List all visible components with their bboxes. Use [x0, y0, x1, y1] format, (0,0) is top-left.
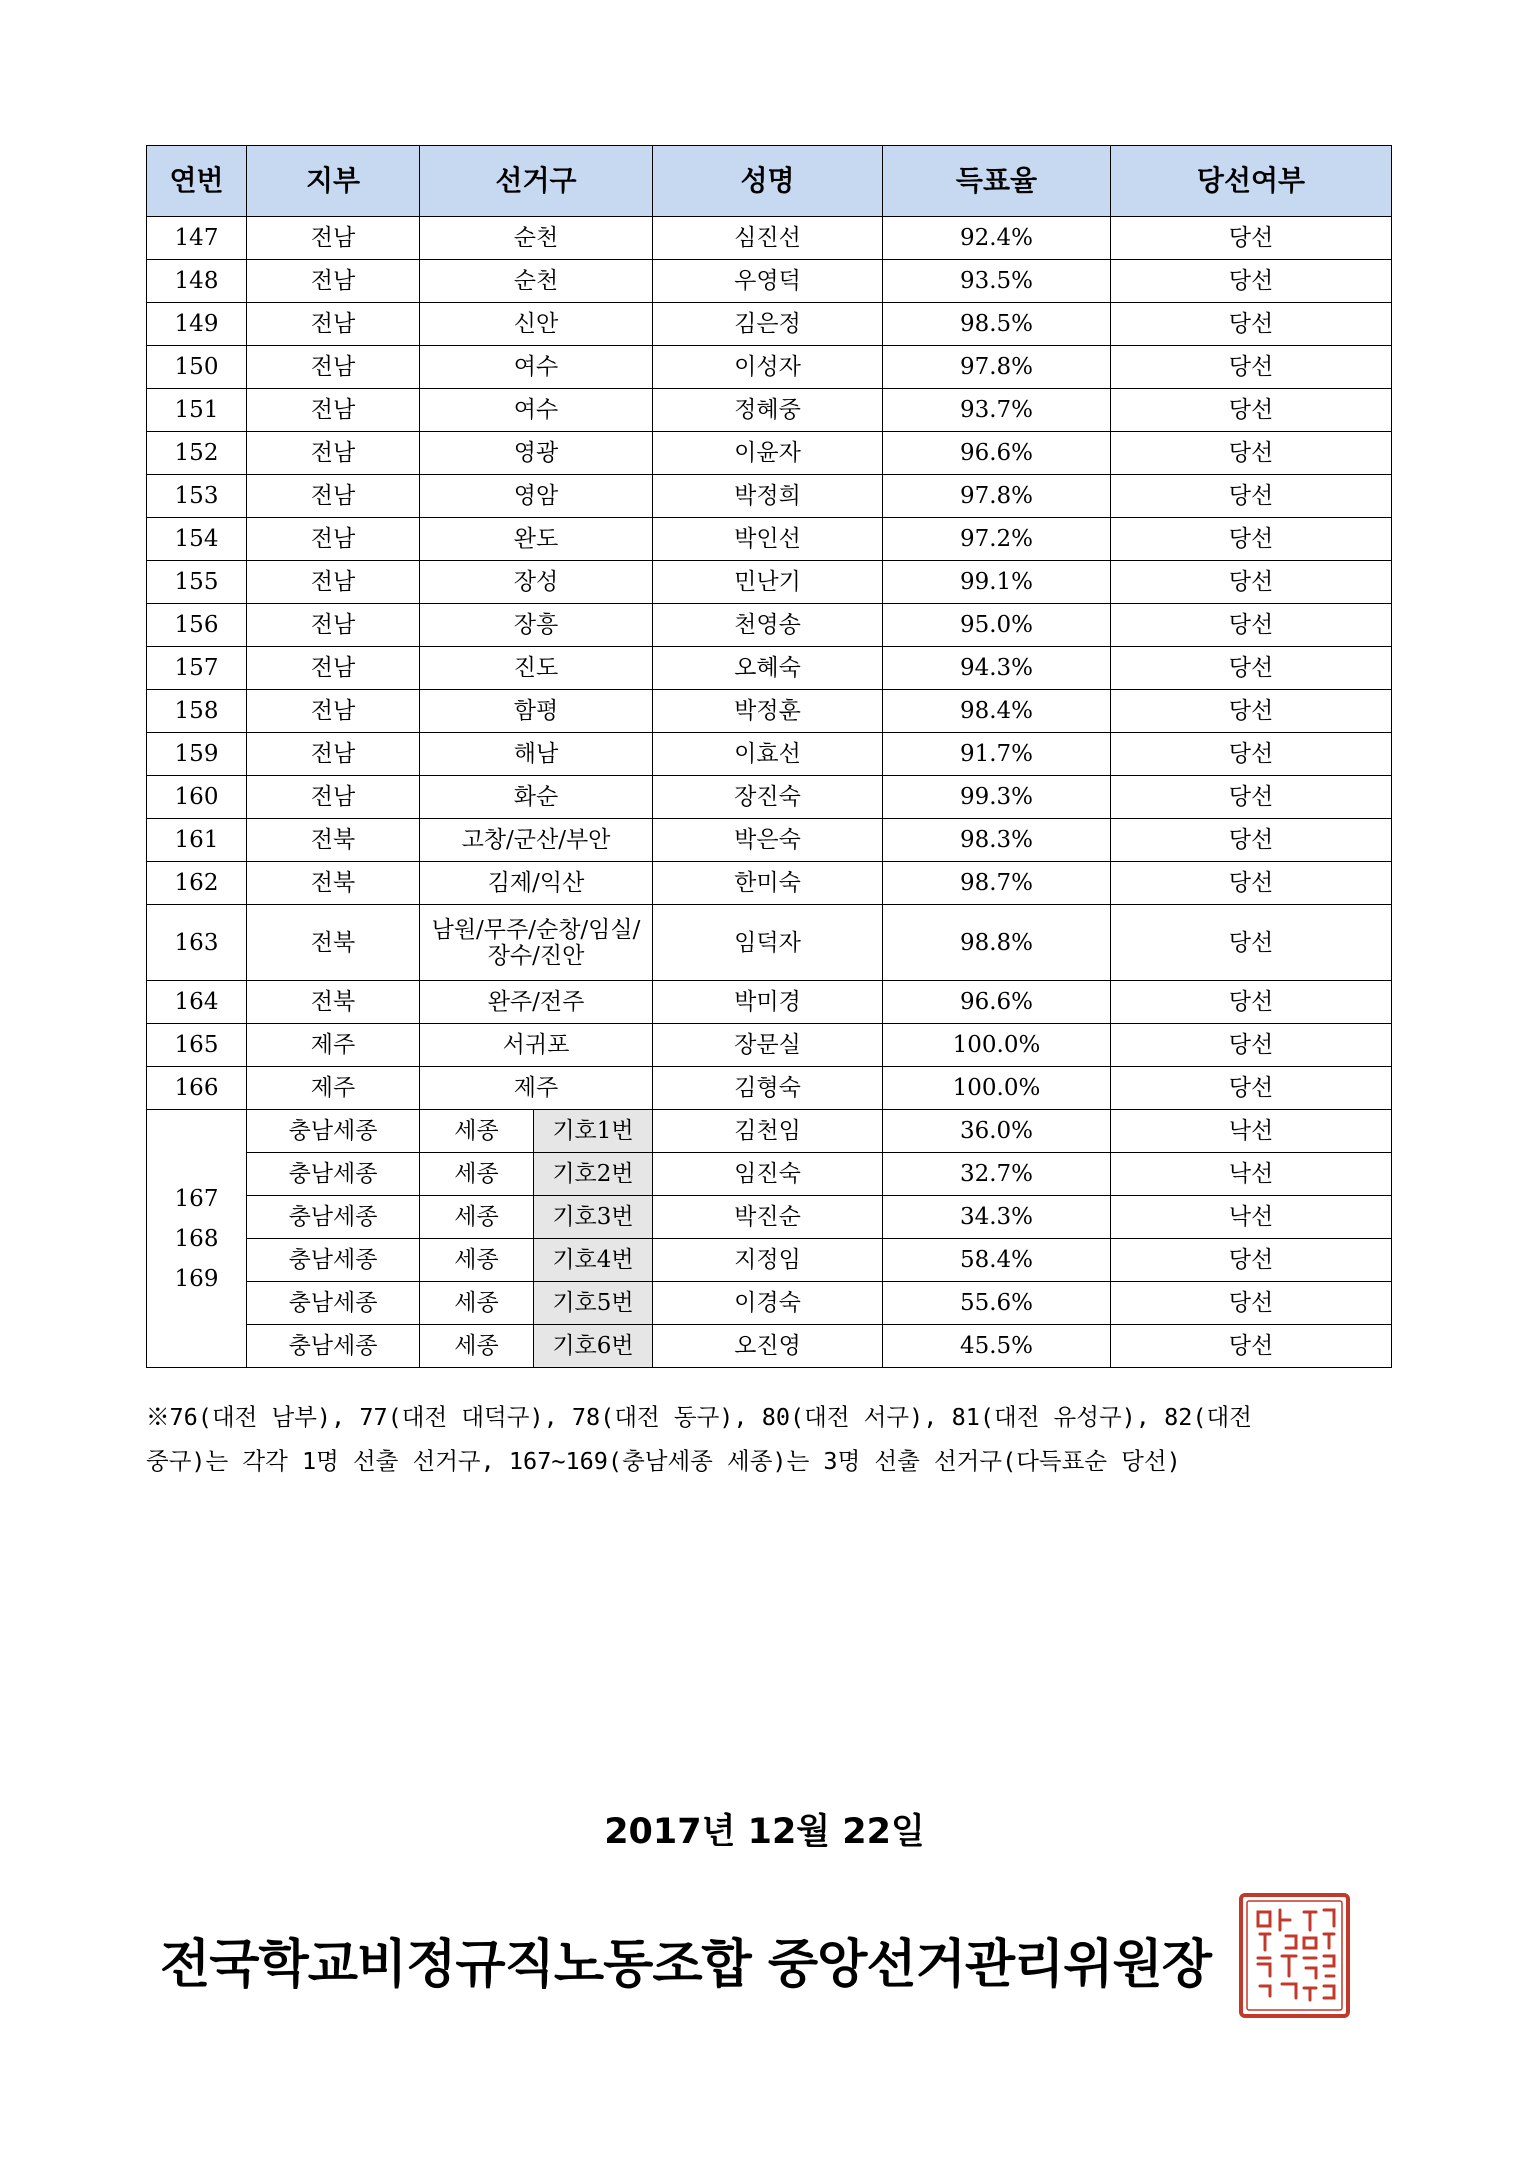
cell-result: 당선	[1111, 862, 1392, 905]
cell-name: 박진순	[653, 1196, 883, 1239]
cell-district: 장흥	[420, 604, 653, 647]
cell-rate: 95.0%	[883, 604, 1111, 647]
cell-district: 해남	[420, 733, 653, 776]
cell-no: 148	[147, 260, 247, 303]
group-number: 168	[174, 1225, 219, 1252]
cell-branch: 충남세종	[247, 1196, 420, 1239]
footnote-line-2: 중구)는 각각 1명 선출 선거구, 167~169(충남세종 세종)는 3명 선출 선거구(다득표순 당선)	[146, 1447, 1181, 1475]
cell-symbol: 기호4번	[534, 1239, 653, 1282]
cell-name: 천영송	[653, 604, 883, 647]
cell-branch: 제주	[247, 1067, 420, 1110]
table-row	[147, 1325, 1392, 1368]
cell-no: 155	[147, 561, 247, 604]
cell-name: 정혜중	[653, 389, 883, 432]
cell-no: 151	[147, 389, 247, 432]
cell-result: 당선	[1111, 1282, 1392, 1325]
table-row	[147, 475, 1392, 518]
cell-no: 154	[147, 518, 247, 561]
cell-branch: 전남	[247, 303, 420, 346]
cell-branch: 전남	[247, 389, 420, 432]
cell-rate: 93.5%	[883, 260, 1111, 303]
cell-rate: 97.8%	[883, 475, 1111, 518]
cell-no: 152	[147, 432, 247, 475]
cell-branch: 충남세종	[247, 1239, 420, 1282]
cell-branch: 충남세종	[247, 1153, 420, 1196]
cell-district: 세종	[420, 1196, 534, 1239]
cell-name: 민난기	[653, 561, 883, 604]
cell-name: 한미숙	[653, 862, 883, 905]
cell-rate: 98.5%	[883, 303, 1111, 346]
cell-rate: 96.6%	[883, 981, 1111, 1024]
cell-branch: 전남	[247, 260, 420, 303]
cell-result: 낙선	[1111, 1153, 1392, 1196]
cell-name: 김천임	[653, 1110, 883, 1153]
cell-result: 당선	[1111, 432, 1392, 475]
cell-district: 완주/전주	[420, 981, 653, 1024]
cell-district: 고창/군산/부안	[420, 819, 653, 862]
cell-result: 당선	[1111, 475, 1392, 518]
cell-district: 신안	[420, 303, 653, 346]
header-district: 선거구	[420, 146, 653, 217]
district-line-2: 장수/진안	[487, 942, 585, 969]
cell-branch: 전남	[247, 604, 420, 647]
cell-name: 이효선	[653, 733, 883, 776]
signature-title: 전국학교비정규직노동조합 중앙선거관리위원장	[160, 1935, 1211, 1995]
table-row	[147, 1239, 1392, 1282]
cell-symbol: 기호6번	[534, 1325, 653, 1368]
cell-group-numbers	[147, 1110, 247, 1368]
cell-rate: 45.5%	[883, 1325, 1111, 1368]
cell-name: 우영덕	[653, 260, 883, 303]
table-row	[147, 389, 1392, 432]
cell-branch: 전북	[247, 981, 420, 1024]
table-row	[147, 1153, 1392, 1196]
cell-rate: 99.3%	[883, 776, 1111, 819]
cell-name: 장문실	[653, 1024, 883, 1067]
cell-rate: 98.3%	[883, 819, 1111, 862]
cell-district: 영암	[420, 475, 653, 518]
cell-result: 당선	[1111, 303, 1392, 346]
cell-branch: 충남세종	[247, 1325, 420, 1368]
cell-branch: 전북	[247, 905, 420, 981]
table-row	[147, 981, 1392, 1024]
table-row	[147, 303, 1392, 346]
table-row	[147, 1110, 1392, 1153]
cell-branch: 전남	[247, 776, 420, 819]
cell-no: 157	[147, 647, 247, 690]
cell-branch: 전남	[247, 475, 420, 518]
cell-district: 함평	[420, 690, 653, 733]
cell-result: 당선	[1111, 217, 1392, 260]
cell-district	[420, 905, 653, 981]
cell-name: 이윤자	[653, 432, 883, 475]
table-row	[147, 1067, 1392, 1110]
cell-no: 158	[147, 690, 247, 733]
cell-symbol: 기호3번	[534, 1196, 653, 1239]
cell-name: 심진선	[653, 217, 883, 260]
table-row	[147, 346, 1392, 389]
results-table	[146, 145, 1392, 1368]
cell-result: 당선	[1111, 690, 1392, 733]
cell-district: 영광	[420, 432, 653, 475]
cell-rate: 99.1%	[883, 561, 1111, 604]
cell-name: 임진숙	[653, 1153, 883, 1196]
cell-district: 세종	[420, 1110, 534, 1153]
district-line-1: 남원/무주/순창/임실/	[431, 916, 641, 943]
cell-result: 당선	[1111, 389, 1392, 432]
cell-branch: 전남	[247, 346, 420, 389]
cell-result: 당선	[1111, 981, 1392, 1024]
cell-result: 당선	[1111, 604, 1392, 647]
cell-district: 서귀포	[420, 1024, 653, 1067]
official-seal-icon	[1238, 1892, 1351, 2019]
cell-name: 장진숙	[653, 776, 883, 819]
cell-rate: 92.4%	[883, 217, 1111, 260]
cell-name: 이성자	[653, 346, 883, 389]
cell-rate: 32.7%	[883, 1153, 1111, 1196]
cell-district: 완도	[420, 518, 653, 561]
cell-district: 장성	[420, 561, 653, 604]
cell-result: 낙선	[1111, 1196, 1392, 1239]
cell-no: 153	[147, 475, 247, 518]
cell-no: 164	[147, 981, 247, 1024]
cell-name: 지정임	[653, 1239, 883, 1282]
cell-branch: 전남	[247, 690, 420, 733]
header-rate: 득표율	[883, 146, 1111, 217]
cell-name: 오진영	[653, 1325, 883, 1368]
cell-district: 세종	[420, 1153, 534, 1196]
cell-branch: 충남세종	[247, 1110, 420, 1153]
cell-no: 160	[147, 776, 247, 819]
table-row	[147, 776, 1392, 819]
cell-name: 박은숙	[653, 819, 883, 862]
cell-branch: 제주	[247, 1024, 420, 1067]
footnote	[146, 1395, 1396, 1483]
cell-name: 김형숙	[653, 1067, 883, 1110]
cell-name: 박정희	[653, 475, 883, 518]
cell-district: 세종	[420, 1282, 534, 1325]
cell-result: 당선	[1111, 1239, 1392, 1282]
cell-result: 당선	[1111, 518, 1392, 561]
header-no: 연번	[147, 146, 247, 217]
cell-name: 박정훈	[653, 690, 883, 733]
cell-district: 순천	[420, 217, 653, 260]
table-row	[147, 432, 1392, 475]
cell-symbol: 기호5번	[534, 1282, 653, 1325]
cell-result: 당선	[1111, 260, 1392, 303]
cell-name: 김은정	[653, 303, 883, 346]
cell-no: 149	[147, 303, 247, 346]
cell-rate: 93.7%	[883, 389, 1111, 432]
cell-district: 여수	[420, 389, 653, 432]
table-row	[147, 647, 1392, 690]
cell-district: 제주	[420, 1067, 653, 1110]
cell-branch: 전남	[247, 217, 420, 260]
cell-result: 당선	[1111, 776, 1392, 819]
cell-result: 당선	[1111, 1325, 1392, 1368]
cell-result: 당선	[1111, 819, 1392, 862]
cell-result: 당선	[1111, 733, 1392, 776]
cell-no: 162	[147, 862, 247, 905]
cell-branch: 전남	[247, 432, 420, 475]
cell-branch: 전남	[247, 647, 420, 690]
cell-no: 150	[147, 346, 247, 389]
table-row	[147, 604, 1392, 647]
table-row	[147, 1196, 1392, 1239]
cell-rate: 97.2%	[883, 518, 1111, 561]
cell-rate: 98.4%	[883, 690, 1111, 733]
table-row	[147, 819, 1392, 862]
document-date: 2017년 12월 22일	[604, 1812, 925, 1852]
cell-rate: 98.7%	[883, 862, 1111, 905]
table-row	[147, 733, 1392, 776]
cell-rate: 94.3%	[883, 647, 1111, 690]
cell-rate: 98.8%	[883, 905, 1111, 981]
table-row	[147, 690, 1392, 733]
cell-branch: 충남세종	[247, 1282, 420, 1325]
table-row	[147, 1282, 1392, 1325]
cell-no: 156	[147, 604, 247, 647]
cell-rate: 58.4%	[883, 1239, 1111, 1282]
cell-name: 박인선	[653, 518, 883, 561]
cell-rate: 34.3%	[883, 1196, 1111, 1239]
table-header-row	[147, 146, 1392, 217]
cell-district: 진도	[420, 647, 653, 690]
cell-branch: 전남	[247, 561, 420, 604]
cell-result: 당선	[1111, 1024, 1392, 1067]
table-row	[147, 905, 1392, 981]
cell-district: 순천	[420, 260, 653, 303]
cell-no: 165	[147, 1024, 247, 1067]
cell-no: 161	[147, 819, 247, 862]
cell-rate: 36.0%	[883, 1110, 1111, 1153]
cell-rate: 100.0%	[883, 1067, 1111, 1110]
cell-branch: 전북	[247, 819, 420, 862]
cell-rate: 96.6%	[883, 432, 1111, 475]
table-row	[147, 862, 1392, 905]
group-number: 169	[174, 1265, 219, 1292]
cell-result: 당선	[1111, 905, 1392, 981]
cell-result: 당선	[1111, 647, 1392, 690]
cell-district: 화순	[420, 776, 653, 819]
table-row	[147, 1024, 1392, 1067]
table-row	[147, 260, 1392, 303]
cell-rate: 100.0%	[883, 1024, 1111, 1067]
cell-district: 세종	[420, 1325, 534, 1368]
cell-name: 이경숙	[653, 1282, 883, 1325]
group-number: 167	[174, 1185, 219, 1212]
cell-result: 당선	[1111, 561, 1392, 604]
cell-name: 오혜숙	[653, 647, 883, 690]
cell-rate: 55.6%	[883, 1282, 1111, 1325]
table-row	[147, 217, 1392, 260]
cell-branch: 전북	[247, 862, 420, 905]
cell-rate: 97.8%	[883, 346, 1111, 389]
cell-symbol: 기호1번	[534, 1110, 653, 1153]
header-name: 성명	[653, 146, 883, 217]
header-branch: 지부	[247, 146, 420, 217]
cell-name: 박미경	[653, 981, 883, 1024]
cell-result: 낙선	[1111, 1110, 1392, 1153]
table-row	[147, 518, 1392, 561]
cell-district: 여수	[420, 346, 653, 389]
cell-no: 159	[147, 733, 247, 776]
cell-no: 163	[147, 905, 247, 981]
cell-no: 166	[147, 1067, 247, 1110]
cell-district: 김제/익산	[420, 862, 653, 905]
cell-symbol: 기호2번	[534, 1153, 653, 1196]
header-result: 당선여부	[1111, 146, 1392, 217]
cell-rate: 91.7%	[883, 733, 1111, 776]
cell-no: 147	[147, 217, 247, 260]
cell-branch: 전남	[247, 518, 420, 561]
table-row	[147, 561, 1392, 604]
cell-district: 세종	[420, 1239, 534, 1282]
cell-result: 당선	[1111, 346, 1392, 389]
cell-branch: 전남	[247, 733, 420, 776]
cell-result: 당선	[1111, 1067, 1392, 1110]
footnote-line-1: ※76(대전 남부), 77(대전 대덕구), 78(대전 동구), 80(대전 서구), 81(대전 유성구), 82(대전	[146, 1403, 1252, 1431]
cell-name: 임덕자	[653, 905, 883, 981]
